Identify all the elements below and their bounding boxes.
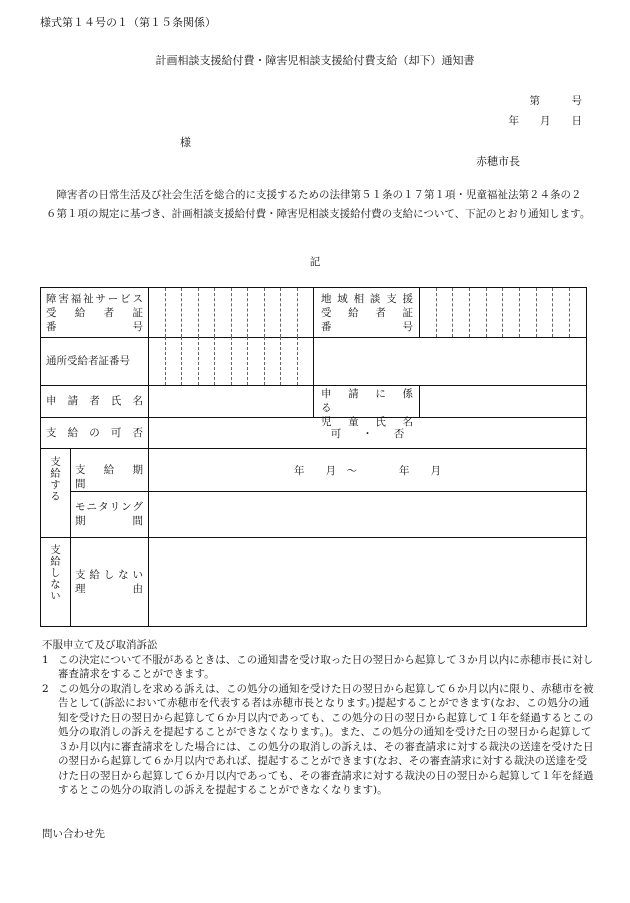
form-id: 様式第１４号の１（第１５条関係） [40,16,216,29]
document-title: 計画相談支援給付費・障害児相談支援給付費支給（却下）通知書 [155,54,475,67]
date-line: 年 月 日 [508,115,582,127]
pay-group-label: 支給する [49,456,61,502]
notice-table [40,287,587,627]
service-cert-label: 障害福祉サービス 受 給 者 証 番 号 [46,293,143,333]
document-number-line: 第 号 [529,95,582,107]
col-divider [313,385,314,417]
community-cert-label: 地域相談支援 受 給 者 証 番 号 [321,293,413,333]
col-divider [70,448,71,626]
monitoring-label: モニタリング 期 間 [75,501,143,527]
col-divider [419,288,420,337]
issuer-name: 赤穂市長 [476,155,520,168]
row-divider [41,448,586,449]
addressee-suffix: 様 [180,136,191,149]
nopay-reason-label: 支給しない 理 由 [75,569,143,595]
row-divider [41,417,586,418]
col-divider [313,288,314,337]
appeal-item: 2 この処分の取消しを求める訴えは、この処分の通知を受けた日の翌日から起算して６か月以内に限り、赤穂市を被告として(訴訟において赤穂市を代表する者は赤穂市長となります。)提起することができます(なお、この処分の通知を受けた日の翌日から起算して６か月以内であっても、この処分の日の翌日から起算して１年を経過するとこの処分の取消しの訴えを提起することができなくなります。)。また、この処分の通知を受けた日の翌日から起算して３か月以内に審査請求をした場合には、この処分の取消しの訴えは、その審査請求に対する裁決の送達を受けた日の翌日から起算して６か月以内であれば、提起することができます(なお、その審査請求に対する裁決の送達を受けた日の翌日から起算して６か月以内であっても、その審査請求に対する裁決の日の翌日から起算して１年を経過するとこの処分の取消しの訴えを提起することができなくなります)。 [42,682,594,796]
period-value: 年 月 〜 年 月 [294,465,441,477]
notice-paragraph: 障害者の日常生活及び社会生活を総合的に支援するための法律第５１条の１７第１項・児童福祉法第２４条の２６第１項の規定に基づき、計画相談支援給付費・障害児相談支援給付費の支給について、下記のとおり通知します。 [46,189,591,220]
appeal-item: 1 この決定について不服があるときは、この通知書を受け取った日の翌日から起算して３か月以内に赤穂市長に対し審査請求をすることができます。 [42,653,594,680]
period-label: 支 給 期 間 [75,464,154,490]
approval-label: 支 給 の 可 否 [46,427,143,439]
inquiry-label: 問い合わせ先 [42,828,105,840]
nopay-group-label: 支給しない [49,544,61,602]
col-divider [313,337,314,385]
child-name-label: 申 請 に 係 る 児 童 氏 名 [321,388,424,428]
tsusho-cert-label: 通所受給者証番号 [46,355,130,367]
approval-value: 可 ・ 否 [330,428,405,440]
col-divider [148,288,149,385]
row-divider [41,537,586,538]
appeal-heading: 不服申立て及び取消訴訟 [42,639,158,651]
appeal-notes [42,638,594,798]
ki-heading: 記 [309,256,321,268]
applicant-label: 申 請 者 氏 名 [46,395,143,407]
